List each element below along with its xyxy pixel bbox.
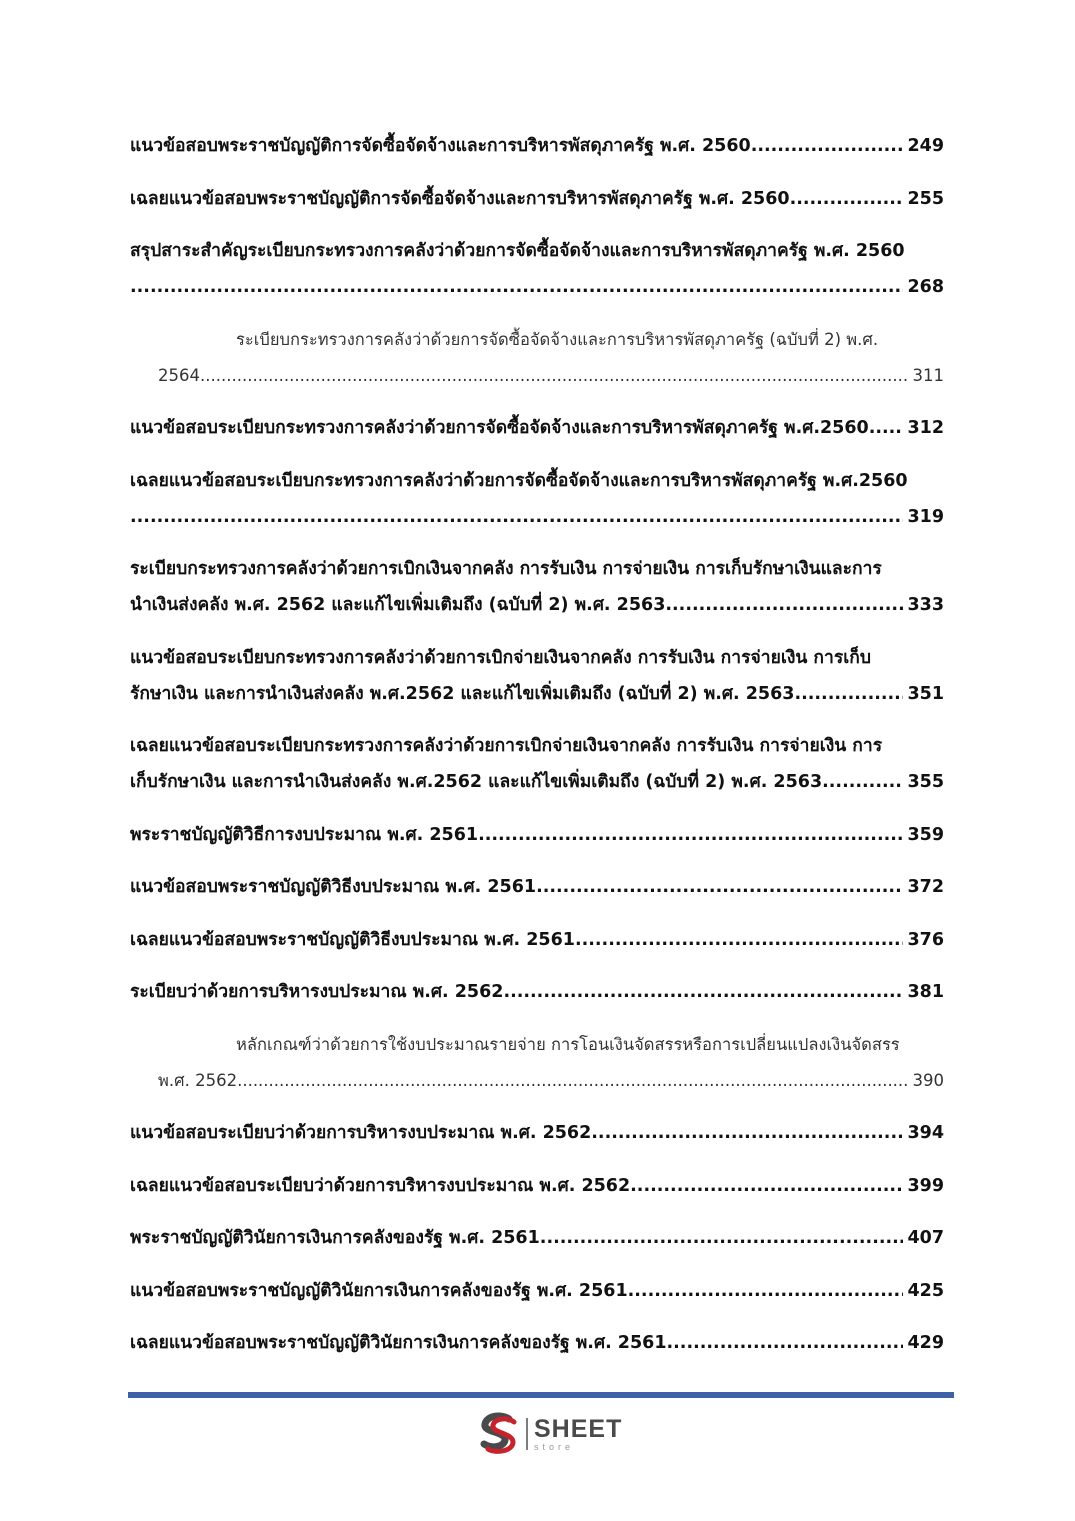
logo-wordmark: SHEET	[534, 1414, 623, 1443]
toc-page-number: 381	[907, 982, 944, 1002]
toc-entry[interactable]	[130, 1273, 944, 1309]
toc-entry[interactable]	[130, 1115, 944, 1151]
toc-entry[interactable]	[130, 728, 944, 800]
toc-entry-title: แนวข้อสอบระเบียบว่าด้วยการบริหารงบประมาณ พ.ศ. 2562	[130, 1123, 592, 1143]
toc-leader-dots	[130, 499, 903, 535]
toc-entry[interactable]	[130, 128, 944, 164]
toc-entry-title: เฉลยแนวข้อสอบพระราชบัญญัติวินัยการเงินการคลังของรัฐ พ.ศ. 2561	[130, 1333, 667, 1353]
toc-leader-dots	[628, 1273, 904, 1309]
toc-entry[interactable]	[130, 640, 944, 712]
footer-divider	[128, 1392, 954, 1398]
toc-entry-title: เฉลยแนวข้อสอบระเบียบกระทรวงการคลังว่าด้วยการจัดซื้อจัดจ้างและการบริหารพัสดุภาครัฐ พ.ศ.2560	[130, 470, 908, 491]
toc-entry[interactable]	[130, 181, 944, 217]
toc-entry-title: ระเบียบกระทรวงการคลังว่าด้วยการจัดซื้อจัดจ้างและการบริหารพัสดุภาครัฐ (ฉบับที่ 2) พ.ศ.	[236, 329, 879, 349]
toc-entry-title: เฉลยแนวข้อสอบพระราชบัญญัติการจัดซื้อจัดจ้างและการบริหารพัสดุภาครัฐ พ.ศ. 2560	[130, 188, 790, 209]
toc-leader-dots	[130, 269, 903, 305]
toc-entry[interactable]	[130, 869, 944, 905]
toc-entry[interactable]	[130, 817, 944, 853]
toc-entry-title: แนวข้อสอบพระราชบัญญัติการจัดซื้อจัดจ้างและการบริหารพัสดุภาครัฐ พ.ศ. 2560	[130, 136, 751, 156]
toc-leader-dots	[751, 128, 904, 164]
toc-page-number: 333	[907, 595, 944, 615]
toc-entry-title-continued: นำเงินส่งคลัง พ.ศ. 2562 และแก้ไขเพิ่มเติมถึง (ฉบับที่ 2) พ.ศ. 2563	[130, 595, 666, 615]
toc-page-number: 372	[907, 877, 944, 897]
toc-entry[interactable]	[130, 233, 944, 305]
toc-entry[interactable]	[130, 922, 944, 958]
toc-page-number: 429	[907, 1333, 944, 1353]
toc-entry-title: แนวข้อสอบระเบียบกระทรวงการคลังว่าด้วยการเบิกจ่ายเงินจากคลัง การรับเงิน การจ่ายเงิน การเก็บ	[130, 647, 871, 668]
toc-entry[interactable]	[130, 1168, 944, 1204]
toc-leader-dots	[503, 974, 903, 1010]
toc-entry-title: หลักเกณฑ์ว่าด้วยการใช้งบประมาณรายจ่าย การโอนเงินจัดสรรหรือการเปลี่ยนแปลงเงินจัดสรร	[236, 1034, 900, 1054]
toc-entry-title: เฉลยแนวข้อสอบระเบียบกระทรวงการคลังว่าด้วยการเบิกจ่ายเงินจากคลัง การรับเงิน การจ่ายเงิน การ	[130, 736, 883, 756]
toc-page-number: 376	[907, 929, 944, 950]
toc-page-number: 425	[907, 1280, 944, 1301]
toc-subentry[interactable]	[130, 322, 944, 394]
toc-entry[interactable]	[130, 974, 944, 1010]
toc-page-number: 319	[907, 506, 944, 527]
toc-entry-title: ระเบียบกระทรวงการคลังว่าด้วยการเบิกเงินจากคลัง การรับเงิน การจ่ายเงิน การเก็บรักษาเงินและการ	[130, 559, 882, 579]
toc-page-number: 351	[907, 683, 944, 704]
toc-entry-title: พระราชบัญญัติวิธีการงบประมาณ พ.ศ. 2561	[130, 824, 479, 845]
toc-leader-dots	[665, 587, 903, 623]
toc-entry-title: พระราชบัญญัติวินัยการเงินการคลังของรัฐ พ.ศ. 2561	[130, 1228, 540, 1248]
toc-leader-dots	[200, 358, 909, 394]
toc-entry-title: ระเบียบว่าด้วยการบริหารงบประมาณ พ.ศ. 2562	[130, 982, 504, 1002]
toc-subentry[interactable]	[130, 1027, 944, 1099]
toc-entry[interactable]	[130, 463, 944, 535]
sheet-store-logo	[476, 1412, 622, 1456]
toc-page-number: 255	[907, 188, 944, 209]
toc-entry-title: แนวข้อสอบระเบียบกระทรวงการคลังว่าด้วยการจัดซื้อจัดจ้างและการบริหารพัสดุภาครัฐ พ.ศ.2560.	[130, 418, 876, 438]
toc-entry-title-continued: 2564	[158, 365, 200, 385]
toc-entry[interactable]	[130, 1325, 944, 1361]
toc-entry-title: เฉลยแนวข้อสอบพระราชบัญญัติวิธีงบประมาณ พ.ศ. 2561	[130, 929, 575, 950]
toc-page-number: 312	[907, 418, 944, 438]
toc-leader-dots	[237, 1063, 908, 1099]
toc-page-number: 390	[912, 1070, 944, 1090]
table-of-contents	[130, 128, 944, 1378]
toc-page-number: 249	[907, 136, 944, 156]
logo-text	[534, 1414, 623, 1452]
toc-entry[interactable]	[130, 410, 944, 446]
toc-leader-dots	[478, 817, 903, 853]
toc-entry[interactable]	[130, 551, 944, 623]
sheet-store-logo-icon	[476, 1412, 522, 1456]
toc-entry-title: แนวข้อสอบพระราชบัญญัติวิธีงบประมาณ พ.ศ. 2561	[130, 877, 537, 897]
toc-leader-dots	[591, 1115, 903, 1151]
toc-page-number: 407	[907, 1228, 944, 1248]
toc-page-number: 268	[907, 277, 944, 297]
toc-entry-title: แนวข้อสอบพระราชบัญญัติวินัยการเงินการคลังของรัฐ พ.ศ. 2561	[130, 1280, 628, 1301]
toc-leader-dots	[667, 1325, 904, 1361]
toc-page-number: 311	[912, 365, 944, 385]
toc-leader-dots	[630, 1168, 903, 1204]
toc-entry-title-continued: รักษาเงิน และการนำเงินส่งคลัง พ.ศ.2562 และแก้ไขเพิ่มเติมถึง (ฉบับที่ 2) พ.ศ. 2563	[130, 683, 795, 704]
toc-leader-dots	[794, 676, 903, 712]
toc-page-number: 355	[907, 772, 944, 792]
toc-page-number: 394	[907, 1123, 944, 1143]
toc-leader-dots	[822, 764, 903, 800]
toc-leader-dots	[875, 410, 903, 446]
toc-page-number: 359	[907, 824, 944, 845]
toc-entry-title-continued: พ.ศ. 2562	[158, 1070, 238, 1090]
toc-page-number: 399	[907, 1175, 944, 1196]
toc-leader-dots	[540, 1220, 904, 1256]
toc-entry-title: เฉลยแนวข้อสอบระเบียบว่าด้วยการบริหารงบประมาณ พ.ศ. 2562	[130, 1175, 631, 1196]
toc-leader-dots	[575, 922, 904, 958]
toc-entry[interactable]	[130, 1220, 944, 1256]
toc-entry-title: สรุปสาระสำคัญระเบียบกระทรวงการคลังว่าด้วยการจัดซื้อจัดจ้างและการบริหารพัสดุภาครัฐ พ.ศ. 2560	[130, 241, 905, 261]
toc-entry-title-continued: เก็บรักษาเงิน และการนำเงินส่งคลัง พ.ศ.2562 และแก้ไขเพิ่มเติมถึง (ฉบับที่ 2) พ.ศ. 2563	[130, 772, 823, 792]
toc-leader-dots	[790, 181, 904, 217]
toc-leader-dots	[536, 869, 903, 905]
logo-separator	[526, 1418, 528, 1450]
logo-subtext: store	[534, 1441, 575, 1452]
